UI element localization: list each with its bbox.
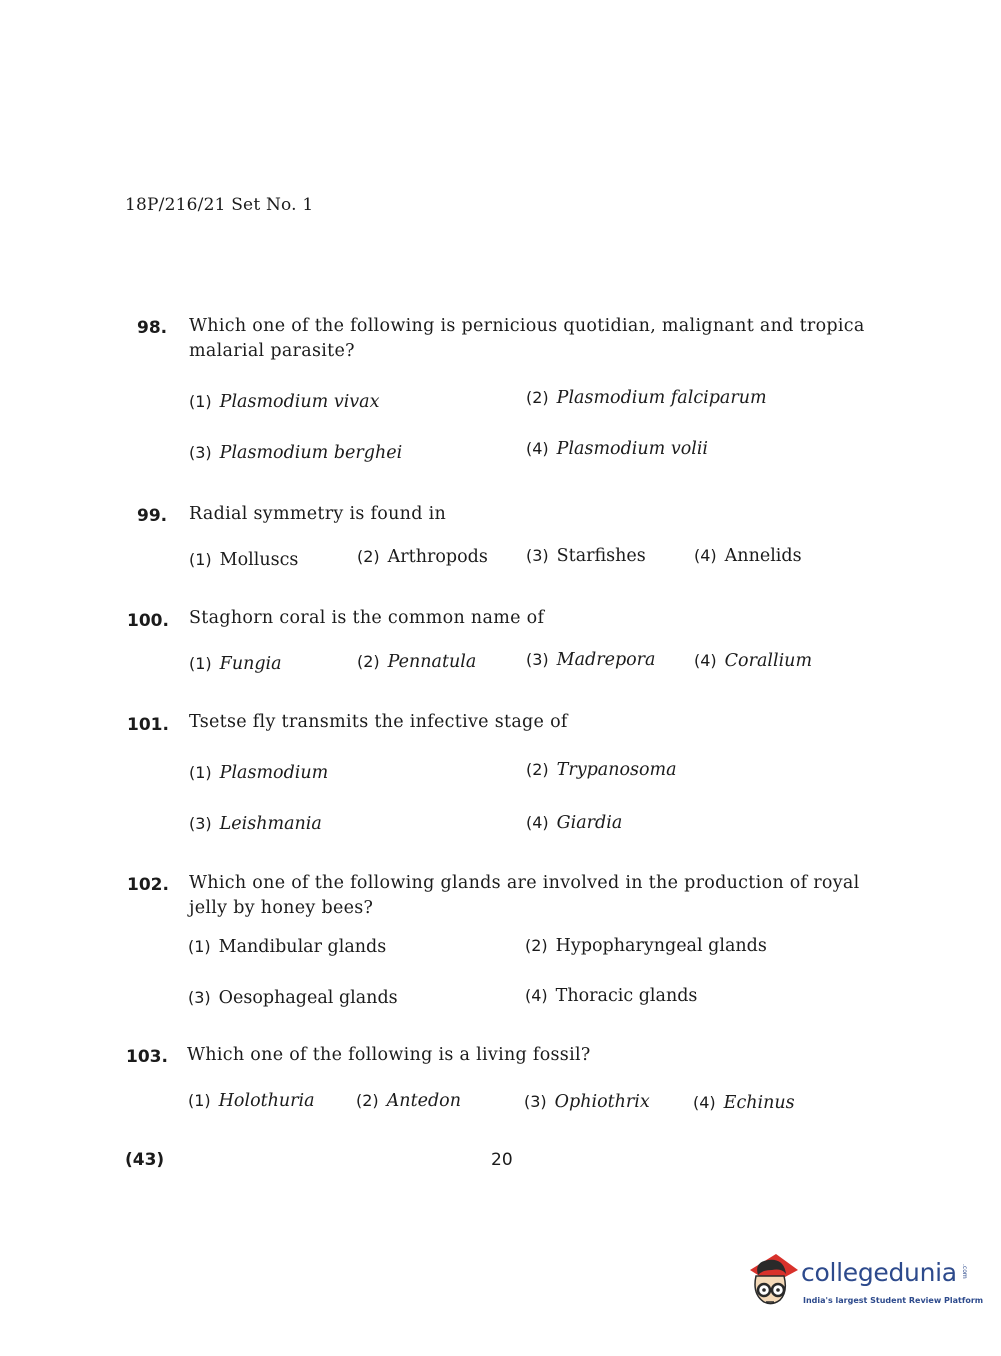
option-text: Arthropods xyxy=(387,547,488,567)
option-1 xyxy=(189,392,380,412)
logo-mascot-icon xyxy=(742,1250,800,1310)
option-number: (4) xyxy=(694,651,717,670)
option-text: Plasmodium berghei xyxy=(219,443,403,463)
question-text: Staghorn coral is the common name of xyxy=(189,608,545,628)
option-3 xyxy=(524,1092,650,1112)
option-4 xyxy=(694,651,812,671)
question-text: Radial symmetry is found in xyxy=(189,504,447,524)
option-3 xyxy=(526,546,646,566)
option-number: (3) xyxy=(526,650,549,669)
option-number: (4) xyxy=(525,986,548,1005)
option-1 xyxy=(188,1091,315,1111)
option-number: (1) xyxy=(188,937,211,956)
option-number: (3) xyxy=(189,443,212,462)
page-number: 20 xyxy=(491,1150,513,1170)
option-number: (4) xyxy=(694,546,717,565)
option-text: Madrepora xyxy=(556,650,656,670)
option-text: Plasmodium vivax xyxy=(219,392,380,412)
option-3 xyxy=(189,443,402,463)
option-text: Trypanosoma xyxy=(556,760,677,780)
option-number: (4) xyxy=(526,813,549,832)
question-number: 103. xyxy=(126,1047,168,1067)
option-number: (1) xyxy=(189,550,212,569)
option-1 xyxy=(189,763,328,783)
option-number: (2) xyxy=(356,1091,379,1110)
option-text: Ophiothrix xyxy=(554,1092,650,1112)
option-text: Annelids xyxy=(724,546,802,566)
collegedunia-logo[interactable] xyxy=(742,1250,984,1312)
option-3 xyxy=(526,650,656,670)
option-number: (1) xyxy=(189,392,212,411)
option-text: Starfishes xyxy=(556,546,646,566)
option-text: Corallium xyxy=(724,651,813,671)
option-4 xyxy=(525,986,697,1006)
question-number: 99. xyxy=(137,506,168,526)
option-text: Plasmodium falciparum xyxy=(556,388,767,408)
option-1 xyxy=(189,654,282,674)
option-text: Molluscs xyxy=(219,550,299,570)
option-number: (1) xyxy=(189,763,212,782)
option-number: (3) xyxy=(526,546,549,565)
option-2 xyxy=(526,760,677,780)
option-number: (2) xyxy=(357,652,380,671)
option-text: Oesophageal glands xyxy=(218,988,398,1008)
option-number: (2) xyxy=(526,760,549,779)
question-text: Which one of the following is pernicious quotidian, malignant and tropica malarial parasite? xyxy=(189,316,865,361)
option-text: Echinus xyxy=(723,1093,795,1113)
option-text: Hypopharyngeal glands xyxy=(555,936,767,956)
question-text: Which one of the following glands are involved in the production of royal jelly by honey bees? xyxy=(189,873,860,918)
option-text: Plasmodium volii xyxy=(556,439,709,459)
option-text: Plasmodium xyxy=(219,763,329,783)
option-text: Mandibular glands xyxy=(218,937,387,957)
option-number: (2) xyxy=(525,936,548,955)
option-number: (1) xyxy=(188,1091,211,1110)
option-4 xyxy=(526,439,708,459)
option-number: (2) xyxy=(357,547,380,566)
option-number: (3) xyxy=(188,988,211,1007)
option-3 xyxy=(189,814,322,834)
option-text: Fungia xyxy=(219,654,282,674)
option-4 xyxy=(694,546,802,566)
option-number: (1) xyxy=(189,654,212,673)
set-number-header: 18P/216/21 Set No. 1 xyxy=(125,195,314,215)
option-text: Leishmania xyxy=(219,814,322,834)
option-4 xyxy=(693,1093,795,1113)
option-1 xyxy=(189,550,298,570)
option-text: Thoracic glands xyxy=(555,986,698,1006)
option-text: Antedon xyxy=(386,1091,461,1111)
logo-domain-suffix: .com xyxy=(961,1264,968,1279)
option-2 xyxy=(356,1091,461,1111)
option-3 xyxy=(188,988,398,1008)
option-number: (2) xyxy=(526,388,549,407)
logo-wordmark: collegedunia xyxy=(801,1258,957,1287)
question-number: 100. xyxy=(127,611,169,631)
option-number: (3) xyxy=(524,1092,547,1111)
option-text: Pennatula xyxy=(387,652,477,672)
question-number: 101. xyxy=(127,715,169,735)
option-text: Holothuria xyxy=(218,1091,315,1111)
option-2 xyxy=(357,652,476,672)
option-2 xyxy=(525,936,767,956)
option-1 xyxy=(188,937,386,957)
question-text: Which one of the following is a living fossil? xyxy=(187,1045,591,1065)
option-number: (4) xyxy=(693,1093,716,1112)
option-text: Giardia xyxy=(556,813,623,833)
option-2 xyxy=(526,388,767,408)
question-number: 102. xyxy=(127,875,169,895)
booklet-code: (43) xyxy=(125,1150,165,1170)
question-text: Tsetse fly transmits the infective stage of xyxy=(189,712,568,732)
option-number: (4) xyxy=(526,439,549,458)
question-number: 98. xyxy=(137,318,168,338)
option-number: (3) xyxy=(189,814,212,833)
option-4 xyxy=(526,813,622,833)
option-2 xyxy=(357,547,488,567)
logo-tagline: India's largest Student Review Platform xyxy=(803,1296,984,1305)
